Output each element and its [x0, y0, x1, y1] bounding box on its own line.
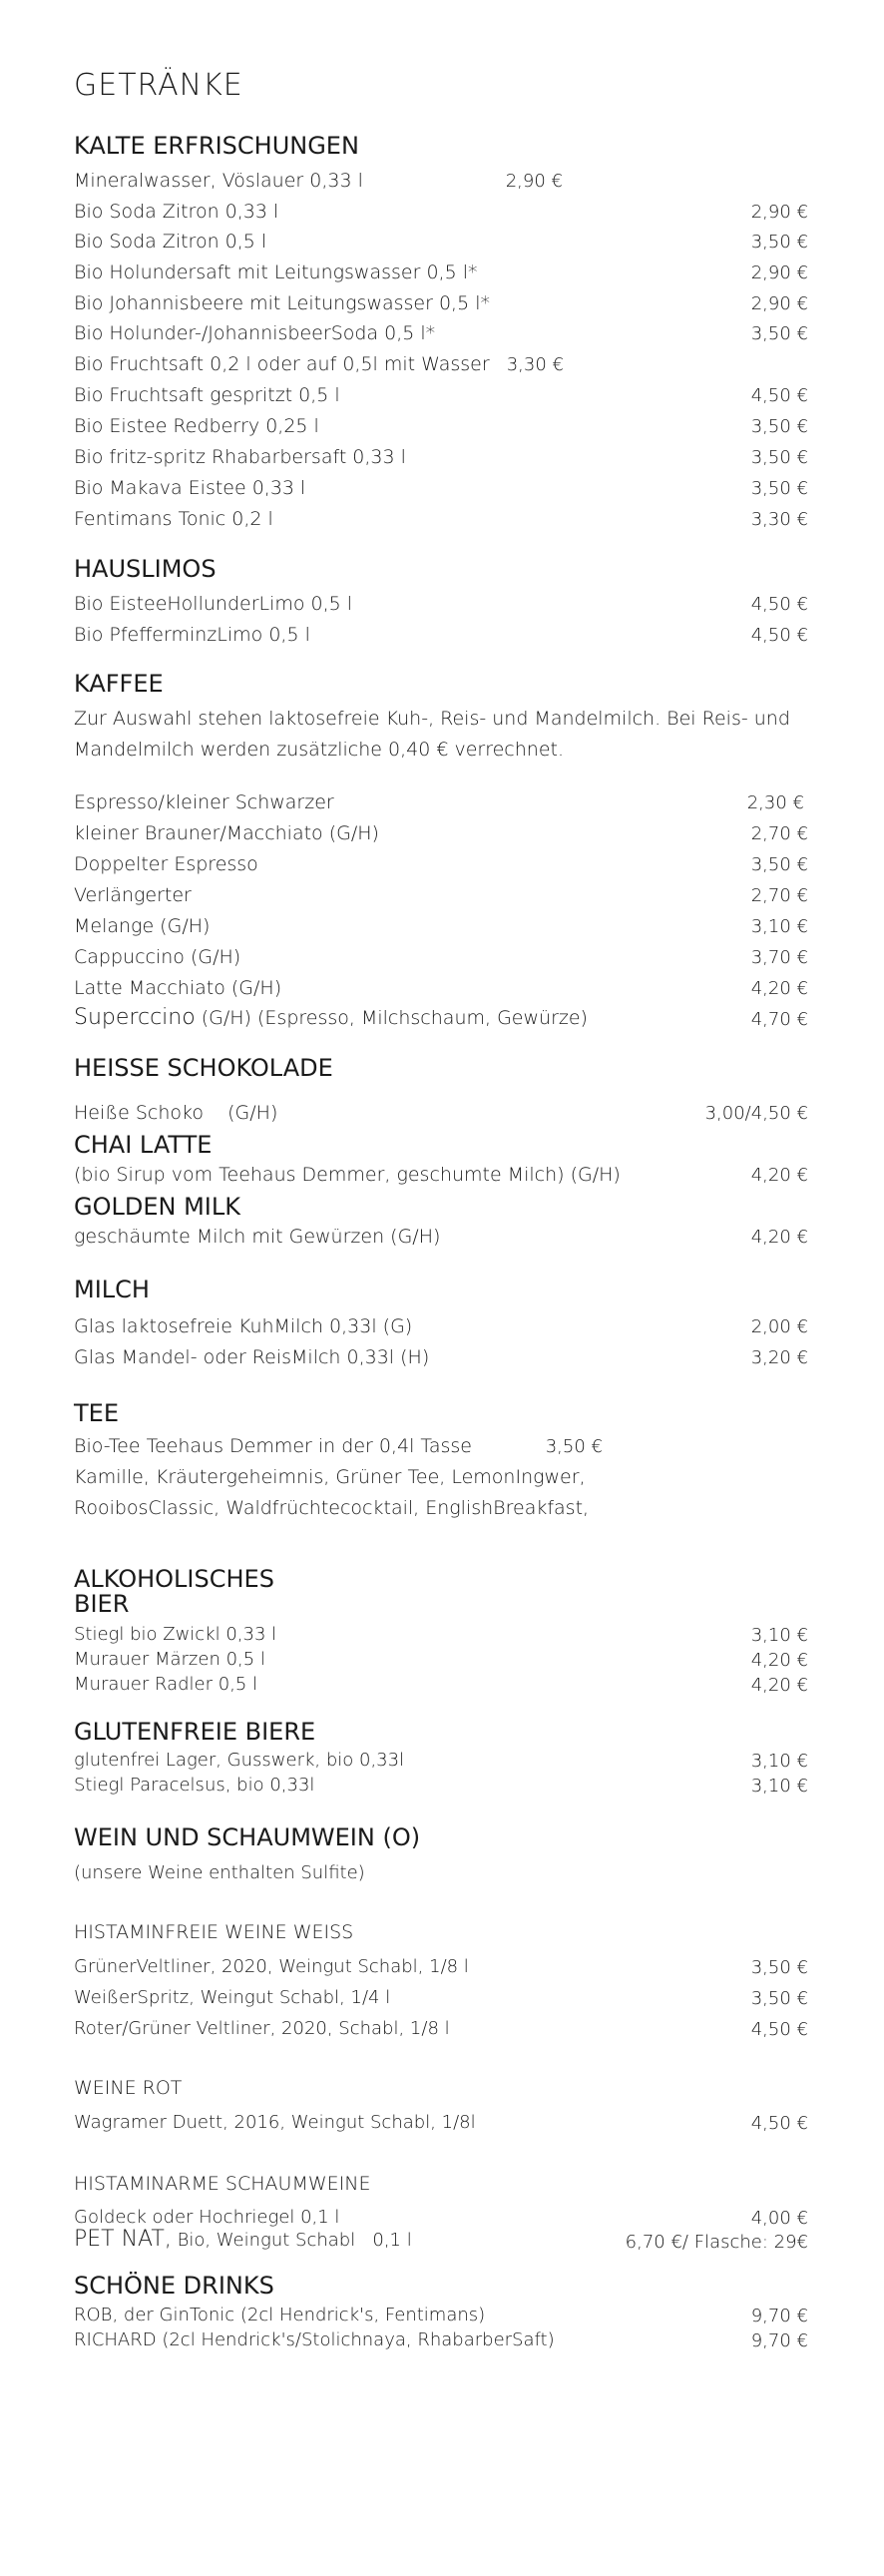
- menu-item: Stiegl Paracelsus, bio 0,33l: [74, 1775, 315, 1796]
- menu-item: RICHARD (2cl Hendrick's/Stolichnaya, RhabarberSaft): [74, 2329, 555, 2350]
- menu-item: ROB, der GinTonic (2cl Hendrick's, Fentimans): [74, 2305, 486, 2325]
- menu-item: Goldeck oder Hochriegel 0,1 l: [74, 2207, 340, 2228]
- subsection-heading-schaum: HISTAMINARME SCHAUMWEINE: [74, 2173, 371, 2195]
- section-heading-tee: TEE: [74, 1399, 119, 1427]
- menu-price: 4,50 €: [750, 385, 808, 406]
- menu-item: Bio Fruchtsaft gespritzt 0,5 l: [74, 384, 340, 406]
- menu-item: Bio Fruchtsaft 0,2 l oder auf 0,5l mit Wasser: [74, 353, 490, 375]
- menu-item: Wagramer Duett, 2016, Weingut Schabl, 1/8l: [74, 2112, 476, 2133]
- menu-price: 3,10 €: [750, 916, 808, 937]
- menu-price: 3,10 €: [750, 1751, 808, 1772]
- menu-price: 3,50 €: [750, 416, 808, 437]
- kaffee-note: Zur Auswahl stehen laktosefreie Kuh-, Reis- und Mandelmilch. Bei Reis- und Mandelmilch werden zusätzliche 0,40 € verrechnet.: [74, 708, 790, 761]
- menu-item: Bio EisteeHollunderLimo 0,5 l: [74, 593, 353, 615]
- menu-price: 3,70 €: [750, 947, 808, 968]
- menu-price: 3,00/4,50 €: [704, 1103, 808, 1124]
- menu-item: Glas laktosefreie KuhMilch 0,33l (G): [74, 1315, 413, 1337]
- menu-price: 3,30 €: [750, 509, 808, 530]
- petnat-detail: Bio, Weingut Schabl 0,1 l: [171, 2230, 412, 2251]
- menu-item: Bio Soda Zitron 0,5 l: [74, 231, 267, 253]
- menu-item: Melange (G/H): [74, 915, 211, 937]
- menu-price: 3,50 €: [545, 1436, 603, 1457]
- menu-price: 4,20 €: [750, 978, 808, 999]
- menu-price: 4,50 €: [750, 594, 808, 615]
- menu-item: WeißerSpritz, Weingut Schabl, 1/4 l: [74, 1987, 391, 2008]
- menu-item: Bio fritz-spritz Rhabarbersaft 0,33 l: [74, 446, 406, 468]
- menu-item: Espresso/kleiner Schwarzer: [74, 791, 334, 813]
- section-heading-chai: CHAI LATTE: [74, 1131, 213, 1159]
- menu-item: Roter/Grüner Veltliner, 2020, Schabl, 1/8 l: [74, 2018, 450, 2039]
- menu-price: 3,50 €: [750, 447, 808, 468]
- menu-price: 2,90 €: [750, 202, 808, 223]
- menu-item: Bio Holundersaft mit Leitungswasser 0,5 l*: [74, 261, 478, 283]
- menu-price: 3,50 €: [750, 232, 808, 253]
- menu-price: 4,20 €: [750, 1227, 808, 1248]
- menu-price: 6,70 €/ Flasche: 29€: [625, 2232, 808, 2253]
- menu-item: glutenfrei Lager, Gusswerk, bio 0,33l: [74, 1750, 405, 1771]
- menu-item: Bio Holunder-/JohannisbeerSoda 0,5 l*: [74, 322, 436, 344]
- menu-price: 4,20 €: [750, 1675, 808, 1696]
- menu-price: 3,20 €: [750, 1347, 808, 1368]
- menu-price: 2,30 €: [746, 792, 804, 813]
- petnat-name: PET NAT,: [74, 2227, 172, 2252]
- section-heading-glutenfrei: GLUTENFREIE BIERE: [74, 1718, 316, 1746]
- superccino-name: Superccino: [74, 1005, 196, 1030]
- menu-item: Doppelter Espresso: [74, 853, 258, 875]
- menu-price: 3,50 €: [750, 1957, 808, 1978]
- menu-item: Glas Mandel- oder ReisMilch 0,33l (H): [74, 1346, 430, 1368]
- menu-price: 4,00 €: [750, 2208, 808, 2229]
- menu-price: 2,70 €: [750, 823, 808, 844]
- menu-item: Bio Eistee Redberry 0,25 l: [74, 415, 319, 437]
- menu-price: 3,50 €: [750, 323, 808, 344]
- menu-price: 4,50 €: [750, 2113, 808, 2134]
- menu-item: Bio Makava Eistee 0,33 l: [74, 477, 306, 499]
- section-heading-hauslimos: HAUSLIMOS: [74, 555, 217, 583]
- wein-note: (unsere Weine enthalten Sulfite): [74, 1862, 365, 1883]
- menu-item: Bio-Tee Teehaus Demmer in der 0,4l Tasse: [74, 1435, 472, 1457]
- section-heading-drinks: SCHÖNE DRINKS: [74, 2272, 274, 2300]
- page-title: GETRÄNKE: [74, 68, 243, 103]
- section-heading-kaffee: KAFFEE: [74, 670, 164, 698]
- menu-item: Bio Soda Zitron 0,33 l: [74, 201, 279, 223]
- menu-item: Latte Macchiato (G/H): [74, 977, 282, 999]
- superccino-desc: (G/H) (Espresso, Milchschaum, Gewürze): [201, 1007, 588, 1029]
- menu-price: 9,70 €: [750, 2306, 808, 2326]
- menu-item: Cappuccino (G/H): [74, 946, 241, 968]
- menu-item: Verlängerter: [74, 884, 192, 906]
- tee-sorten-line: Kamille, Kräutergeheimnis, Grüner Tee, LemonIngwer,: [74, 1466, 586, 1488]
- menu-item: GrünerVeltliner, 2020, Weingut Schabl, 1/8 l: [74, 1956, 469, 1977]
- menu-price: 4,20 €: [750, 1650, 808, 1671]
- menu-price: 4,70 €: [750, 1009, 808, 1030]
- subsection-heading-weiss: HISTAMINFREIE WEINE WEISS: [74, 1921, 354, 1943]
- menu-item: Bio PfefferminzLimo 0,5 l: [74, 624, 310, 646]
- menu-item: Murauer Märzen 0,5 l: [74, 1649, 265, 1670]
- menu-price: 2,90 €: [505, 171, 563, 192]
- menu-price: 3,30 €: [506, 354, 564, 375]
- section-heading-wein: WEIN UND SCHAUMWEIN (O): [74, 1823, 421, 1851]
- menu-item: kleiner Brauner/Macchiato (G/H): [74, 822, 379, 844]
- subsection-heading-rot: WEINE ROT: [74, 2077, 183, 2099]
- menu-price: 3,10 €: [750, 1625, 808, 1646]
- menu-price: 2,00 €: [750, 1316, 808, 1337]
- menu-price: 3,50 €: [750, 1988, 808, 2009]
- menu-price: 2,90 €: [750, 262, 808, 283]
- menu-item: Bio Johannisbeere mit Leitungswasser 0,5 l*: [74, 292, 491, 314]
- menu-price: 4,50 €: [750, 625, 808, 646]
- menu-price: 3,50 €: [750, 478, 808, 499]
- menu-item: (bio Sirup vom Teehaus Demmer, geschumte Milch) (G/H): [74, 1164, 621, 1186]
- tee-sorten-line: RooibosClassic, Waldfrüchtecocktail, EnglishBreakfast,: [74, 1497, 590, 1519]
- menu-item: Murauer Radler 0,5 l: [74, 1674, 258, 1695]
- section-heading-alkohol: ALKOHOLISCHES: [74, 1565, 274, 1593]
- menu-item-superccino: [74, 1005, 588, 1030]
- menu-price: 9,70 €: [750, 2330, 808, 2351]
- section-heading-golden: GOLDEN MILK: [74, 1193, 240, 1221]
- menu-price: 4,50 €: [750, 2019, 808, 2040]
- menu-item: Mineralwasser, Vöslauer 0,33 l: [74, 170, 363, 192]
- menu-item: geschäumte Milch mit Gewürzen (G/H): [74, 1226, 441, 1248]
- menu-item-petnat: [74, 2227, 412, 2252]
- subsection-heading-bier: BIER: [74, 1590, 130, 1618]
- menu-price: 2,70 €: [750, 885, 808, 906]
- menu-item: Fentimans Tonic 0,2 l: [74, 508, 273, 530]
- menu-price: 2,90 €: [750, 293, 808, 314]
- section-heading-milch: MILCH: [74, 1276, 150, 1303]
- menu-item: Heiße Schoko (G/H): [74, 1102, 278, 1124]
- menu-item: Stiegl bio Zwickl 0,33 l: [74, 1624, 277, 1645]
- section-heading-kalte: KALTE ERFRISCHUNGEN: [74, 132, 359, 160]
- section-heading-schoko: HEISSE SCHOKOLADE: [74, 1054, 333, 1082]
- menu-price: 3,10 €: [750, 1776, 808, 1797]
- menu-price: 4,20 €: [750, 1165, 808, 1186]
- menu-price: 3,50 €: [750, 854, 808, 875]
